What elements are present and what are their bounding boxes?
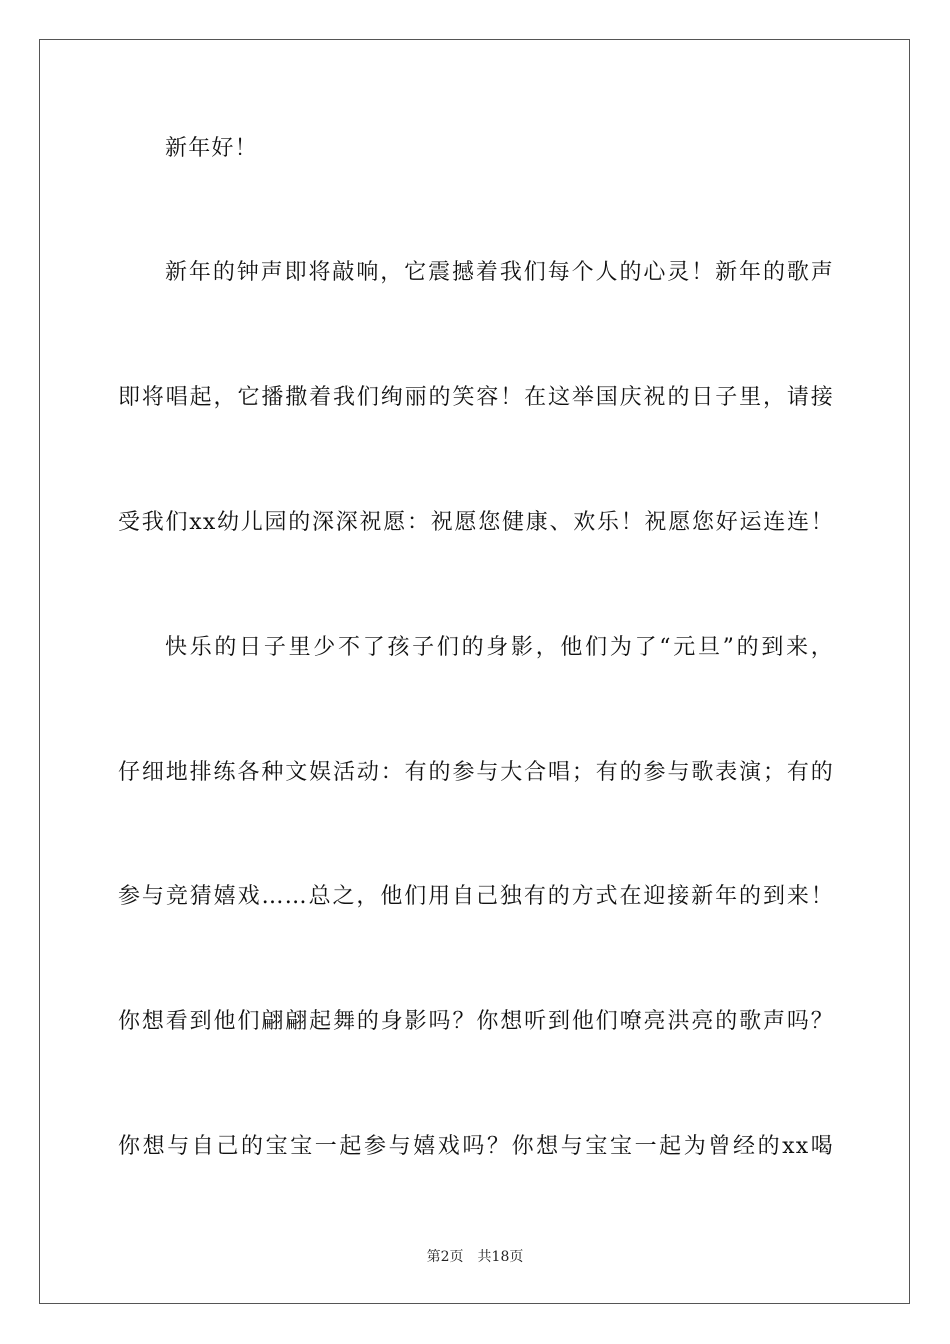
page-total: 共18页	[477, 1249, 524, 1265]
body-line-6: 参与竞猜嬉戏……总之，他们用自己独有的方式在迎接新年的到来！	[118, 884, 834, 909]
greeting-line: 新年好！	[165, 136, 258, 161]
body-line-2: 即将唱起，它播撒着我们绚丽的笑容！在这举国庆祝的日子里，请接	[118, 385, 834, 410]
body-line-8: 你想与自己的宝宝一起参与嬉戏吗？你想与宝宝一起为曾经的xx喝	[118, 1134, 834, 1159]
page-footer	[0, 1248, 950, 1266]
body-line-3: 受我们xx幼儿园的深深祝愿：祝愿您健康、欢乐！祝愿您好运连连！	[118, 510, 834, 535]
body-line-5: 仔细地排练各种文娱活动：有的参与大合唱；有的参与歌表演；有的	[118, 760, 834, 785]
page-frame	[39, 39, 910, 1304]
body-line-1: 新年的钟声即将敲响，它震撼着我们每个人的心灵！新年的歌声	[165, 260, 834, 285]
body-line-7: 你想看到他们翩翩起舞的身影吗？你想听到他们嘹亮洪亮的歌声吗？	[118, 1009, 834, 1034]
body-line-4: 快乐的日子里少不了孩子们的身影，他们为了“元旦”的到来，	[165, 635, 834, 660]
page-number: 第2页	[426, 1249, 464, 1265]
